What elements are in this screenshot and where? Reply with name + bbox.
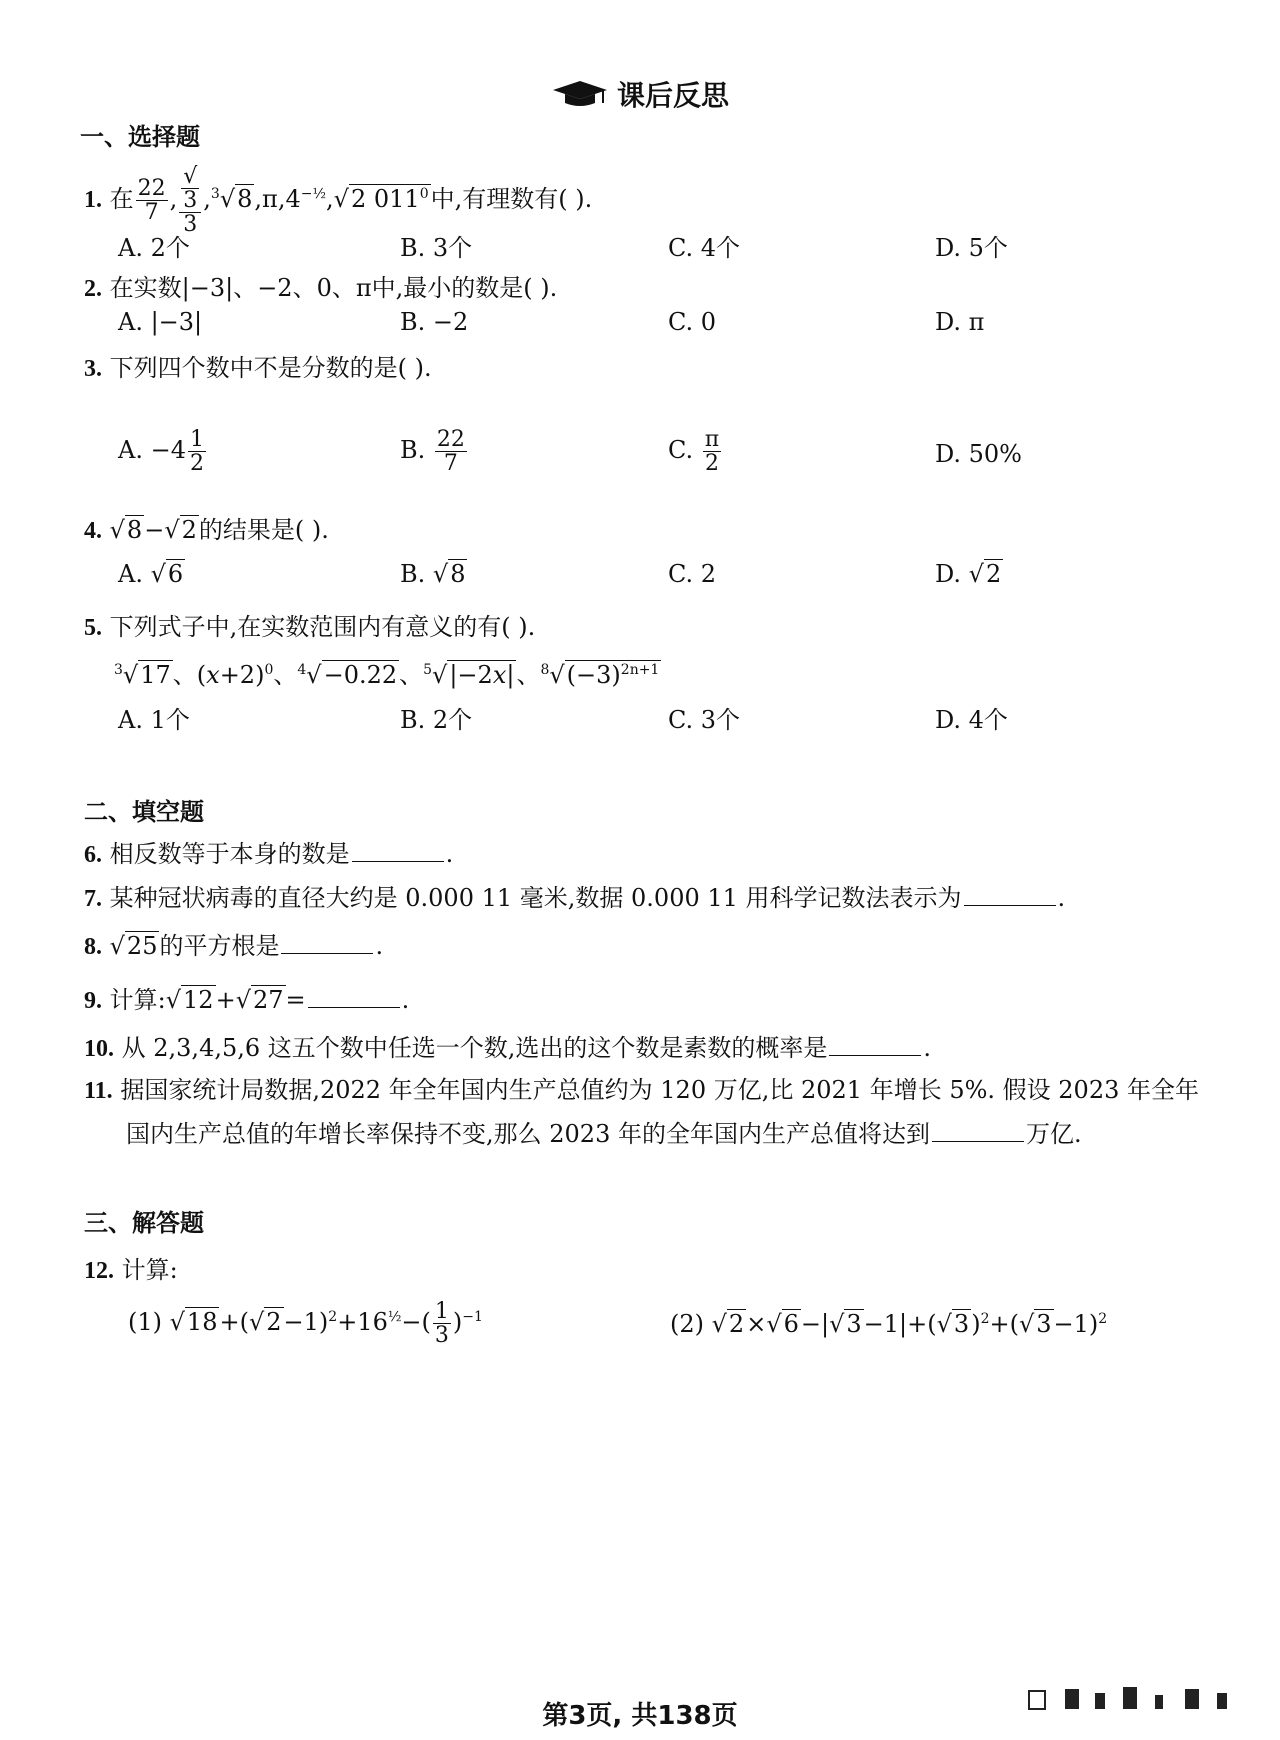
question-11-line1: 11. 据国家统计局数据,2022 年全年国内生产总值约为 120 万亿,比 2021 年增长 5%. 假设 2023 年全年 — [84, 1076, 1199, 1104]
question-7: 7. 某种冠状病毒的直径大约是 0.000 11 毫米,数据 0.000 11 用科学记数法表示为 . — [84, 884, 1066, 912]
page-title: 课后反思 — [0, 74, 1280, 116]
question-8: 8. √25的平方根是 . — [84, 932, 384, 960]
q4-option-a: A. √6 — [118, 560, 184, 588]
q2-option-a: A. |−3| — [118, 308, 203, 336]
q4-option-b: B. √8 — [400, 560, 466, 588]
question-4: 4. √8−√2的结果是( ). — [84, 516, 329, 544]
section-heading-solve: 三、解答题 — [84, 1209, 204, 1237]
q2-option-b: B. −2 — [400, 308, 469, 336]
question-5: 5. 下列式子中,在实数范围内有意义的有( ). — [84, 613, 536, 641]
question-9: 9. 计算:√12+√27= . — [84, 986, 410, 1014]
question-2: 2. 在实数|−3|、−2、0、π中,最小的数是( ). — [84, 274, 558, 302]
q1-option-a: A. 2个 — [118, 234, 190, 262]
q5-option-c: C. 3个 — [668, 706, 741, 734]
q5-expressions: $^3$√17、$(x+2)^0$、$^4$√−0.22、$^5$√|−2x|、$^8√(-3)^{2n+1}$ — [114, 661, 660, 689]
section-heading-choice: 一、选择题 — [80, 123, 200, 151]
q5-option-d: D. 4个 — [935, 706, 1008, 734]
graduation-cap-icon — [551, 79, 609, 116]
page-number: 第3页, 共138页 — [542, 1701, 738, 1731]
q12-part-1: (1) $√18+(√2-1)^2+16^{\frac{1}{2}}-$( $\frac{1}{3}$ )$^{-1}$ — [128, 1299, 483, 1349]
q3-option-c: C. $\frac{\pi}{2}$ — [668, 427, 720, 477]
q1-option-d: D. 5个 — [935, 234, 1008, 262]
question-6: 6. 相反数等于本身的数是 . — [84, 840, 454, 868]
question-1: 1. 在 $\frac{22}{7}$ , √ 3 3 $,^3√8,\pi,4^{-\frac{1}{2}},√2$ $011^0$中,有理数有( ). — [84, 164, 593, 238]
answer-blank[interactable] — [932, 1119, 1024, 1142]
q5-option-b: B. 2个 — [400, 706, 473, 734]
q4-option-c: C. 2 — [668, 560, 717, 588]
answer-blank[interactable] — [964, 883, 1056, 906]
question-11-line2: 国内生产总值的年增长率保持不变,那么 2023 年的全年国内生产总值将达到 万亿. — [126, 1120, 1082, 1148]
answer-blank[interactable] — [308, 985, 400, 1008]
question-12: 12. 计算: — [84, 1256, 178, 1284]
q5-option-a: A. 1个 — [118, 706, 190, 734]
q3-option-a: A. −4 $\frac{1}{2}$ — [118, 427, 204, 477]
q1-option-b: B. 3个 — [400, 234, 473, 262]
question-3: 3. 下列四个数中不是分数的是( ). — [84, 354, 432, 382]
section-heading-fill: 二、填空题 — [84, 798, 204, 826]
q12-part-2: (2) $√2\times√6-|√3-1|+(√3)^2+(√3-1)^2$ — [670, 1310, 1108, 1338]
question-10: 10. 从 2,3,4,5,6 这五个数中任选一个数,选出的这个数是素数的概率是 . — [84, 1034, 932, 1062]
q2-option-c: C. 0 — [668, 308, 717, 336]
answer-blank[interactable] — [281, 931, 373, 954]
answer-blank[interactable] — [829, 1033, 921, 1056]
q1-option-c: C. 4个 — [668, 234, 741, 262]
q2-option-d: D. π — [935, 308, 985, 336]
q3-option-d: D. 50% — [935, 440, 1022, 468]
q4-option-d: D. √2 — [935, 560, 1002, 588]
answer-blank[interactable] — [352, 839, 444, 862]
q3-option-b: B. $\frac{22}{7}$ — [400, 427, 465, 477]
